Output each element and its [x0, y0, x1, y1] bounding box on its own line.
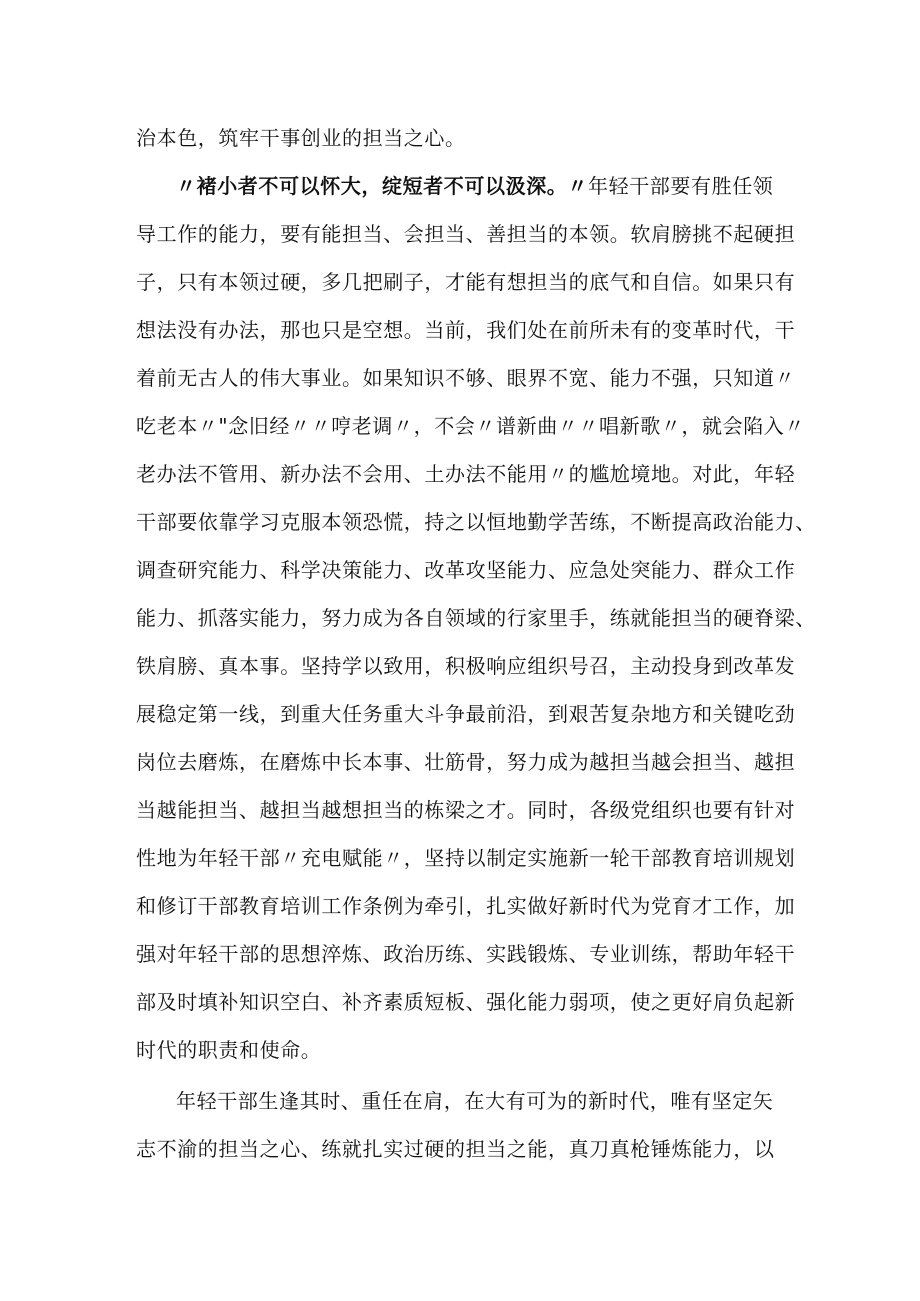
- paragraph-1-line-1: 治本色，筑牢干事创业的担当之心。: [136, 126, 466, 150]
- paragraph-2-line-12: 展稳定第一线，到重大任务重大斗争最前沿，到艰苦复杂地方和关键吃劲: [136, 702, 796, 726]
- paragraph-2-quote: 〃褚小者不可以怀大，绽短者不可以汲深。〃: [176, 174, 588, 198]
- paragraph-2-first-line-rest: 年轻干部要有胜任领: [588, 174, 774, 198]
- paragraph-2-line-13: 岗位去磨炼，在磨炼中长本事、壮筋骨，努力成为越担当越会担当、越担: [136, 750, 796, 774]
- paragraph-2-line-19: 时代的职责和使命。: [136, 1038, 322, 1062]
- paragraph-2-line-1: [176, 173, 826, 199]
- paragraph-2-line-18: 部及时填补知识空白、补齐素质短板、强化能力弱项，使之更好肩负起新: [136, 990, 796, 1014]
- paragraph-2-line-15: 性地为年轻干部〃充电赋能〃，坚持以制定实施新一轮干部教育培训规划: [136, 846, 796, 870]
- paragraph-2-line-7: 老办法不管用、新办法不会用、土办法不能用〃的尴尬境地。对此，年轻: [136, 462, 796, 486]
- paragraph-2-line-11: 铁肩膀、真本事。坚持学以致用，积极响应组织号召，主动投身到改革发: [136, 654, 796, 678]
- paragraph-2-line-17: 强对年轻干部的思想淬炼、政治历练、实践锻炼、专业训练，帮助年轻干: [136, 942, 796, 966]
- paragraph-2-line-4: 想法没有办法，那也只是空想。当前，我们处在前所未有的变革时代，干: [136, 318, 796, 342]
- paragraph-2-line-5: 着前无古人的伟大事业。如果知识不够、眼界不宽、能力不强，只知道〃: [136, 366, 796, 390]
- paragraph-2-line-16: 和修订干部教育培训工作条例为牵引，扎实做好新时代为党育才工作，加: [136, 894, 796, 918]
- paragraph-3-line-2: 志不渝的担当之心、练就扎实过硬的担当之能，真刀真枪锤炼能力，以: [136, 1137, 775, 1161]
- paragraph-2-line-10: 能力、抓落实能力，努力成为各自领域的行家里手，练就能担当的硬脊梁、: [136, 606, 816, 630]
- paragraph-2-line-2: 导工作的能力，要有能担当、会担当、善担当的本领。软肩膀挑不起硬担: [136, 222, 796, 246]
- paragraph-2-line-3: 子，只有本领过硬，多几把刷子，才能有想担当的底气和自信。如果只有: [136, 270, 796, 294]
- paragraph-2-line-9: 调查研究能力、科学决策能力、改革攻坚能力、应急处突能力、群众工作: [136, 558, 796, 582]
- paragraph-2-line-6: 吃老本〃"念旧经〃〃哼老调〃，不会〃谱新曲〃〃唱新歌〃，就会陷入〃: [136, 414, 805, 438]
- paragraph-3-line-1: 年轻干部生逢其时、重任在肩，在大有可为的新时代，唯有坚定矢: [176, 1089, 774, 1113]
- paragraph-2-line-8: 干部要依靠学习克服本领恐慌，持之以恒地勤学苦练，不断提高政治能力、: [136, 510, 816, 534]
- paragraph-2-line-14: 当越能担当、越担当越想担当的栋梁之才。同时，各级党组织也要有针对: [136, 798, 796, 822]
